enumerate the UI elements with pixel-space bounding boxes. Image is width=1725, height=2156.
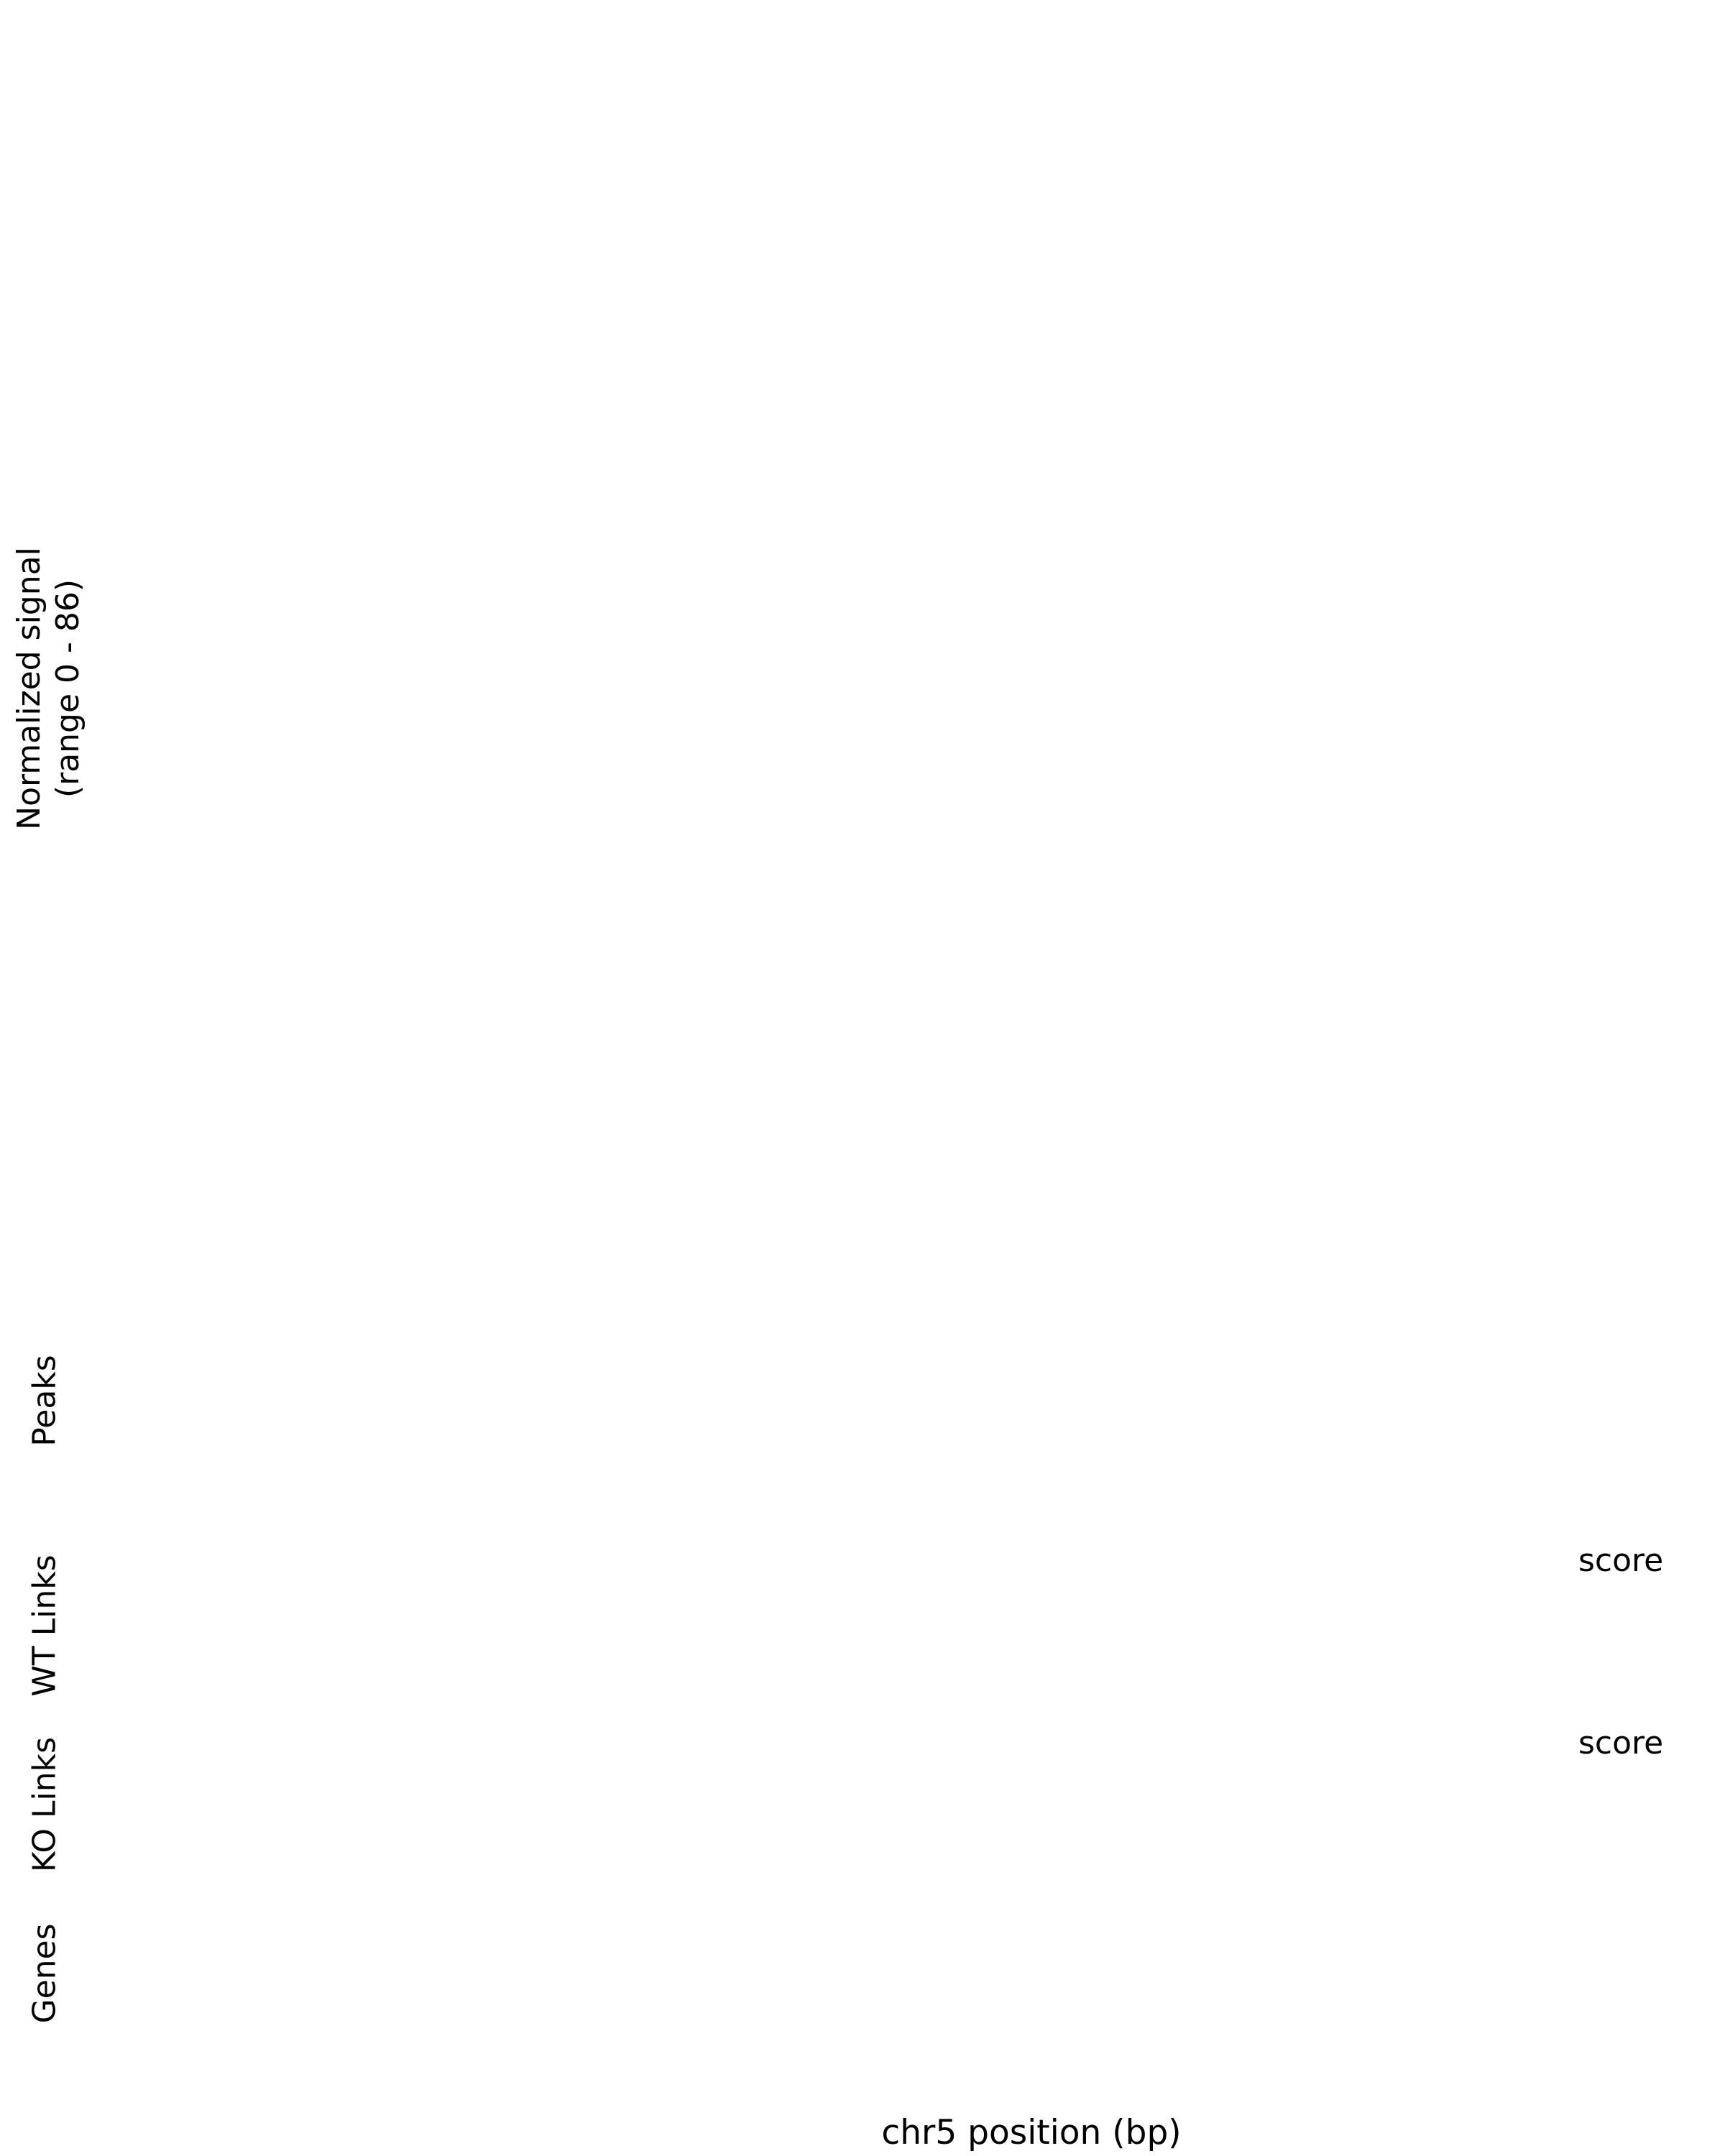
x-axis-title: chr5 position (bp) [881,2113,1182,2152]
genes-panel-label: Genes [26,1923,63,2024]
ko-links-legend-title: score [1578,1725,1664,1761]
wt-links-panel-label: WT Links [26,1554,63,1697]
signal-axis-title-line1: Normalized signal [11,547,47,830]
wt-links-legend-title: score [1578,1542,1664,1579]
peaks-panel-label: Peaks [26,1355,63,1447]
ko-links-panel-label: KO Links [26,1736,63,1873]
signal-axis-title-line2: (range 0 - 86) [50,579,86,798]
